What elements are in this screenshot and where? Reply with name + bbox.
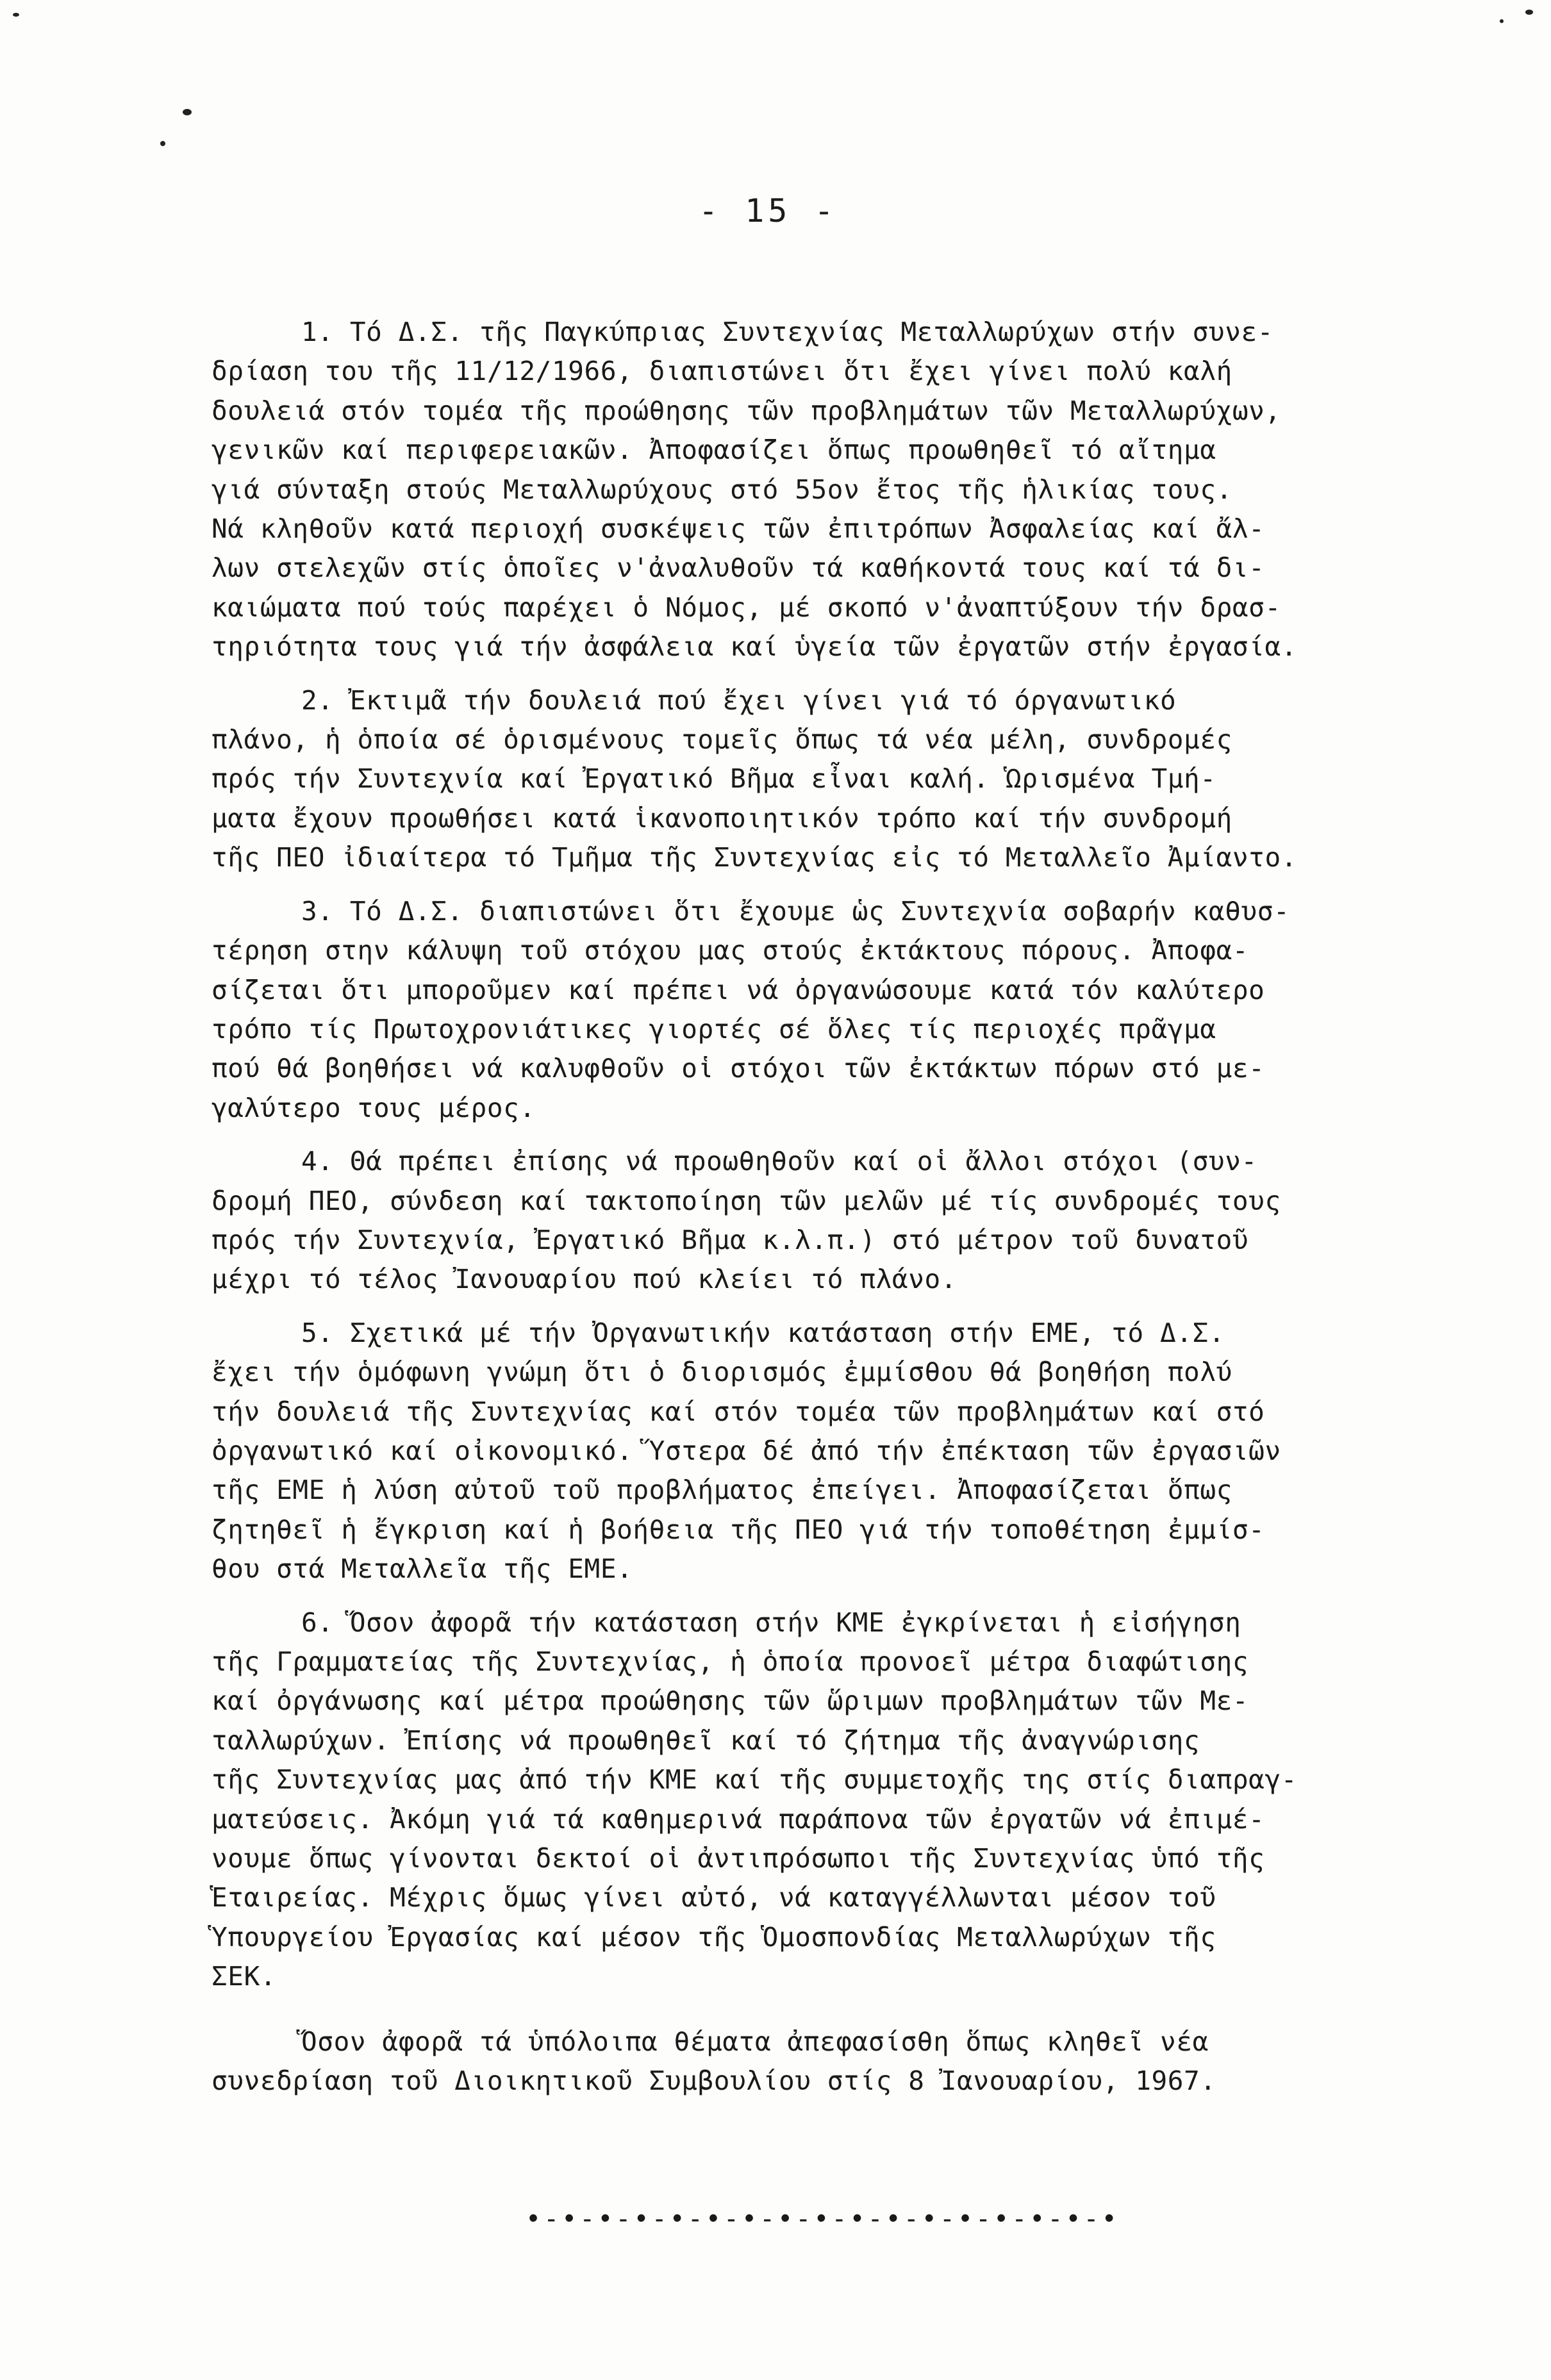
text-line: θου στά Μεταλλεῖα τῆς ΕΜΕ. [212, 1553, 633, 1585]
text-line: σίζεται ὅτι μποροῦμεν καί πρέπει νά ὀργανώσουμε κατά τόν καλύτερο [212, 974, 1265, 1005]
text-line: δουλειά στόν τομέα τῆς προώθησης τῶν προβλημάτων τῶν Μεταλλωρύχων, [212, 395, 1281, 426]
text-line: ΣΕΚ. [212, 1961, 277, 1992]
text-line: ματεύσεις. Ἀκόμη γιά τά καθημερινά παράπονα τῶν ἐργατῶν νά ἐπιμέ- [212, 1803, 1265, 1835]
text-line: μέχρι τό τέλος Ἰανουαρίου πού κλείει τό πλάνο. [212, 1264, 958, 1295]
text-line: ὀργανωτικό καί οἰκονομικό. Ὕστερα δέ ἀπό τήν ἐπέκταση τῶν ἐργασιῶν [212, 1435, 1281, 1466]
text-line: ματα ἔχουν προωθήσει κατά ἱκανοποιητικόν τρόπο καί τήν συνδρομή [212, 802, 1232, 834]
text-line: Ὅσον ἀφορᾶ τά ὑπόλοιπα θέματα ἀπεφασίσθη ὅπως κληθεῖ νέα [301, 2026, 1209, 2057]
text-line: λων στελεχῶν στίς ὁποῖες ν'ἀναλυθοῦν τά καθήκοντά τους καί τά δι- [212, 552, 1265, 584]
paragraph-1 [212, 313, 1461, 667]
text-line: πρός τήν Συντεχνία καί Ἐργατικό Βῆμα εἶναι καλή. Ὡρισμένα Τμή- [212, 763, 1216, 795]
closing-paragraph [212, 2022, 1461, 2101]
text-line: τῆς Γραμματείας τῆς Συντεχνίας, ἡ ὁποία προνοεῖ μέτρα διαφώτισης [212, 1646, 1249, 1677]
text-line: καιώματα πού τούς παρέχει ὁ Νόμος, μέ σκοπό ν'ἀναπτύξουν τήν δρασ- [212, 591, 1281, 623]
paragraph-4 [212, 1142, 1461, 1300]
text-line: 1. Τό Δ.Σ. τῆς Παγκύπριας Συντεχνίας Μεταλλωρύχων στήν συνε- [301, 317, 1274, 347]
text-line: γιά σύνταξη στούς Μεταλλωρύχους στό 55ον ἔτος τῆς ἡλικίας τους. [212, 474, 1232, 505]
text-line: 6. Ὅσον ἀφορᾶ τήν κατάσταση στήν ΚΜΕ ἐγκρίνεται ἡ εἰσήγηση [301, 1607, 1241, 1638]
scan-speck [13, 13, 19, 17]
paragraph-6 [212, 1603, 1461, 1997]
text-line: ταλλωρύχων. Ἐπίσης νά προωθηθεῖ καί τό ζήτημα τῆς ἀναγνώρισης [212, 1724, 1200, 1756]
text-line: Ὑπουργείου Ἐργασίας καί μέσον τῆς Ὁμοσπονδίας Μεταλλωρύχων τῆς [212, 1921, 1216, 1953]
scan-speck [183, 109, 192, 115]
text-line: γενικῶν καί περιφερειακῶν. Ἀποφασίζει ὅπως προωθηθεῖ τό αἴτημα [212, 434, 1216, 466]
text-line: τῆς ΕΜΕ ἡ λύση αὐτοῦ τοῦ προβλήματος ἐπείγει. Ἀποφασίζεται ὅπως [212, 1475, 1232, 1506]
scan-speck [1500, 19, 1504, 23]
text-line: τρόπο τίς Πρωτοχρονιάτικες γιορτές σέ ὅλες τίς περιοχές πρᾶγμα [212, 1013, 1216, 1045]
text-line: τέρηση στην κάλυψη τοῦ στόχου μας στούς ἐκτάκτους πόρους. Ἀποφα- [212, 935, 1249, 966]
text-line: καί ὀργάνωσης καί μέτρα προώθησης τῶν ὥριμων προβλημάτων τῶν Με- [212, 1685, 1249, 1717]
text-line: πρός τήν Συντεχνία, Ἐργατικό Βῆμα κ.λ.π.) στό μέτρον τοῦ δυνατοῦ [212, 1224, 1249, 1255]
text-line: 3. Τό Δ.Σ. διαπιστώνει ὅτι ἔχουμε ὡς Συντεχνία σοβαρήν καθυσ- [301, 895, 1290, 927]
text-line: τῆς ΠΕΟ ἰδιαίτερα τό Τμῆμα τῆς Συντεχνίας εἰς τό Μεταλλεῖο Ἀμίαντο. [212, 842, 1298, 873]
text-line: νουμε ὅπως γίνονται δεκτοί οἱ ἀντιπρόσωποι τῆς Συντεχνίας ὑπό τῆς [212, 1843, 1265, 1874]
text-line: 4. Θά πρέπει ἐπίσης νά προωθηθοῦν καί οἱ ἄλλοι στόχοι (συν- [301, 1146, 1257, 1177]
text-line: Ἑταιρείας. Μέχρις ὅμως γίνει αὐτό, νά καταγγέλλωνται μέσον τοῦ [212, 1882, 1216, 1913]
end-separator: •-•-•-•-•-•-•-•-•-•-•-•-•-•-•-•-• [526, 2204, 1120, 2234]
document-body [212, 313, 1461, 2115]
text-line: Νά κληθοῦν κατά περιοχή συσκέψεις τῶν ἐπιτρόπων Ἀσφαλείας καί ἄλ- [212, 513, 1265, 545]
text-line: τήν δουλειά τῆς Συντεχνίας καί στόν τομέα τῶν προβλημάτων καί στό [212, 1396, 1265, 1427]
scan-speck [1525, 10, 1533, 15]
paragraph-2 [212, 681, 1461, 878]
text-line: ἔχει τήν ὁμόφωνη γνώμη ὅτι ὁ διορισμός ἐμμίσθου θά βοηθήση πολύ [212, 1357, 1232, 1388]
page-number: - 15 - [699, 192, 838, 229]
text-line: πλάνο, ἡ ὁποία σέ ὁρισμένους τομεῖς ὅπως τά νέα μέλη, συνδρομές [212, 724, 1232, 756]
text-line: δρίαση του τῆς 11/12/1966, διαπιστώνει ὅτι ἔχει γίνει πολύ καλή [212, 356, 1232, 387]
text-line: τῆς Συντεχνίας μας ἀπό τήν ΚΜΕ καί τῆς συμμετοχῆς της στίς διαπραγ- [212, 1764, 1298, 1796]
paragraph-3 [212, 892, 1461, 1128]
text-line: ζητηθεῖ ἡ ἔγκριση καί ἡ βοήθεια τῆς ΠΕΟ γιά τήν τοποθέτηση ἐμμίσ- [212, 1514, 1265, 1545]
text-line: συνεδρίαση τοῦ Διοικητικοῦ Συμβουλίου στίς 8 Ἰανουαρίου, 1967. [212, 2065, 1216, 2097]
text-line: δρομή ΠΕΟ, σύνδεση καί τακτοποίηση τῶν μελῶν μέ τίς συνδρομές τους [212, 1185, 1281, 1216]
scan-speck [160, 141, 165, 146]
paragraph-5 [212, 1314, 1461, 1589]
text-line: πού θά βοηθήσει νά καλυφθοῦν οἱ στόχοι τῶν ἐκτάκτων πόρων στό με- [212, 1053, 1265, 1084]
text-line: 2. Ἐκτιμᾶ τήν δουλειά πού ἔχει γίνει γιά τό όργανωτικό [301, 684, 1177, 716]
text-line: τηριότητα τους γιά τήν ἀσφάλεια καί ὑγεία τῶν ἐργατῶν στήν ἐργασία. [212, 631, 1298, 663]
text-line: 5. Σχετικά μέ τήν Ὀργανωτικήν κατάσταση στήν ΕΜΕ, τό Δ.Σ. [301, 1317, 1225, 1348]
text-line: γαλύτερο τους μέρος. [212, 1092, 536, 1123]
